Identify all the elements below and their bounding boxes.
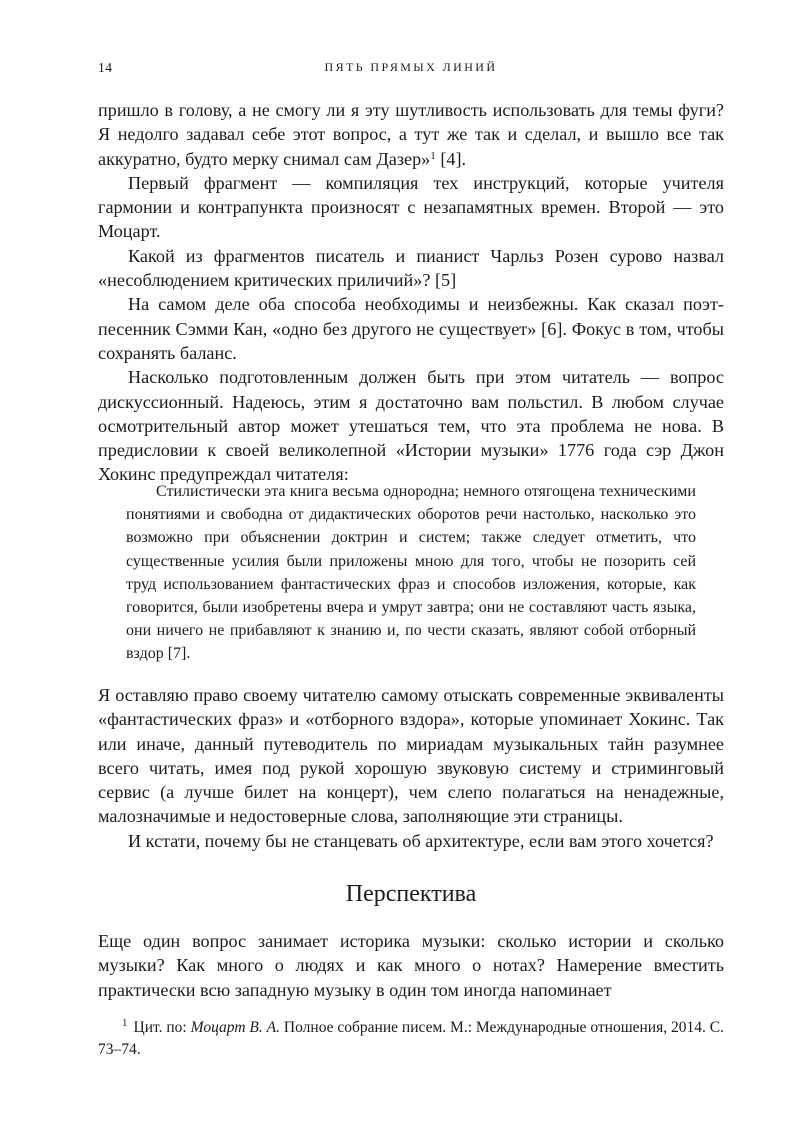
paragraph: Первый фрагмент — компиляция тех инструкций, которые учителя гармонии и контрапункта произносят с незапамятных времен. Второй — это Моцарт. (98, 172, 724, 242)
paragraph: Я оставляю право своему читателю самому отыскать современные эквиваленты «фантастических фраз» и «отборного вздора», которые упоминает Хокинс. Так или иначе, данный путеводитель по мириадам музыкальных тайн разумнее всего читать, имея под рукой хорошую звуковую систему и стриминговый сервис (а лучше билет на концерт), чем слепо полагаться на ненадежные, малозначимые и недостоверные слова, заполняющие эти страницы. (98, 685, 724, 827)
main-text-block-2 (98, 683, 724, 853)
paragraph: Насколько подготовленным должен быть при этом читатель — вопрос дискуссионный. Надеюсь, этим я достаточно вам польстил. В любом случае осмотрительный автор может утешаться тем, что эта проблема не нова. В предисловии к своей великолепной «Истории музыки» 1776 года сэр Джон Хокинс предупреждал читателя: (98, 367, 724, 485)
running-head (98, 60, 724, 80)
book-page (98, 0, 724, 1145)
footnote-prefix: Цит. по: (133, 1019, 191, 1036)
footnote (98, 1017, 724, 1061)
page-number: 14 (98, 60, 113, 75)
section-heading: Перспектива (345, 881, 477, 907)
quote-text: Стилистически эта книга весьма однородна; немного отягощена техническими понятиями и свободна от дидактических оборотов речи настолько, насколько это возможно при объяснении доктрин и систем; также следует отметить, что существенные усилия были приложены мною для того, чтобы не позорить сей труд использованием фантастических фраз и способов изложения, которые, как говорится, были изобретены вчера и умрут завтра; они не составляют часть языка, они ничего не прибавляют к знанию и, по чести сказать, являют собой отборный вздор [7]. (126, 483, 696, 663)
paragraph: Какой из фрагментов писатель и пианист Чарльз Розен сурово назвал «несоблюдением критических приличий»? [5] (98, 245, 724, 291)
paragraph: И кстати, почему бы не станцевать об архитектуре, если вам этого хочется? (128, 830, 714, 851)
footnote-text (98, 1017, 724, 1061)
paragraph: На самом деле оба способа необходимы и неизбежны. Как сказал поэт-песенник Сэмми Кан, «одно без другого не существует» [6]. Фокус в том, чтобы сохранять баланс. (98, 294, 724, 363)
paragraph-text-tail: [4]. (435, 148, 467, 169)
footnote-author: Моцарт В. А. (190, 1019, 281, 1036)
running-title: ПЯТЬ ПРЯМЫХ ЛИНИЙ (324, 60, 498, 74)
paragraph: Еще один вопрос занимает историка музыки: сколько истории и сколько музыки? Как много о людях и как много о нотах? Намерение вместить практически всю западную музыку в один том иногда напоминает (98, 931, 724, 1000)
block-quote (126, 480, 696, 666)
paragraph-continuation (98, 98, 724, 171)
main-text-block-3 (98, 929, 724, 1002)
main-text-block-1 (98, 98, 724, 487)
paragraph-text: пришло в голову, а не смогу ли я эту шутливость использовать для темы фуги? Я недолго задавал себе этот вопрос, а тут же так и сделал, и вышло все так аккуратно, будто мерку снимал сам Дазер» (98, 100, 724, 169)
footnote-reference: 1 (430, 149, 436, 162)
footnote-rest: Полное собрание писем. М.: Международные отношения, 2014. С. 73–74. (98, 1019, 725, 1058)
footnote-marker: 1 (122, 1017, 128, 1029)
